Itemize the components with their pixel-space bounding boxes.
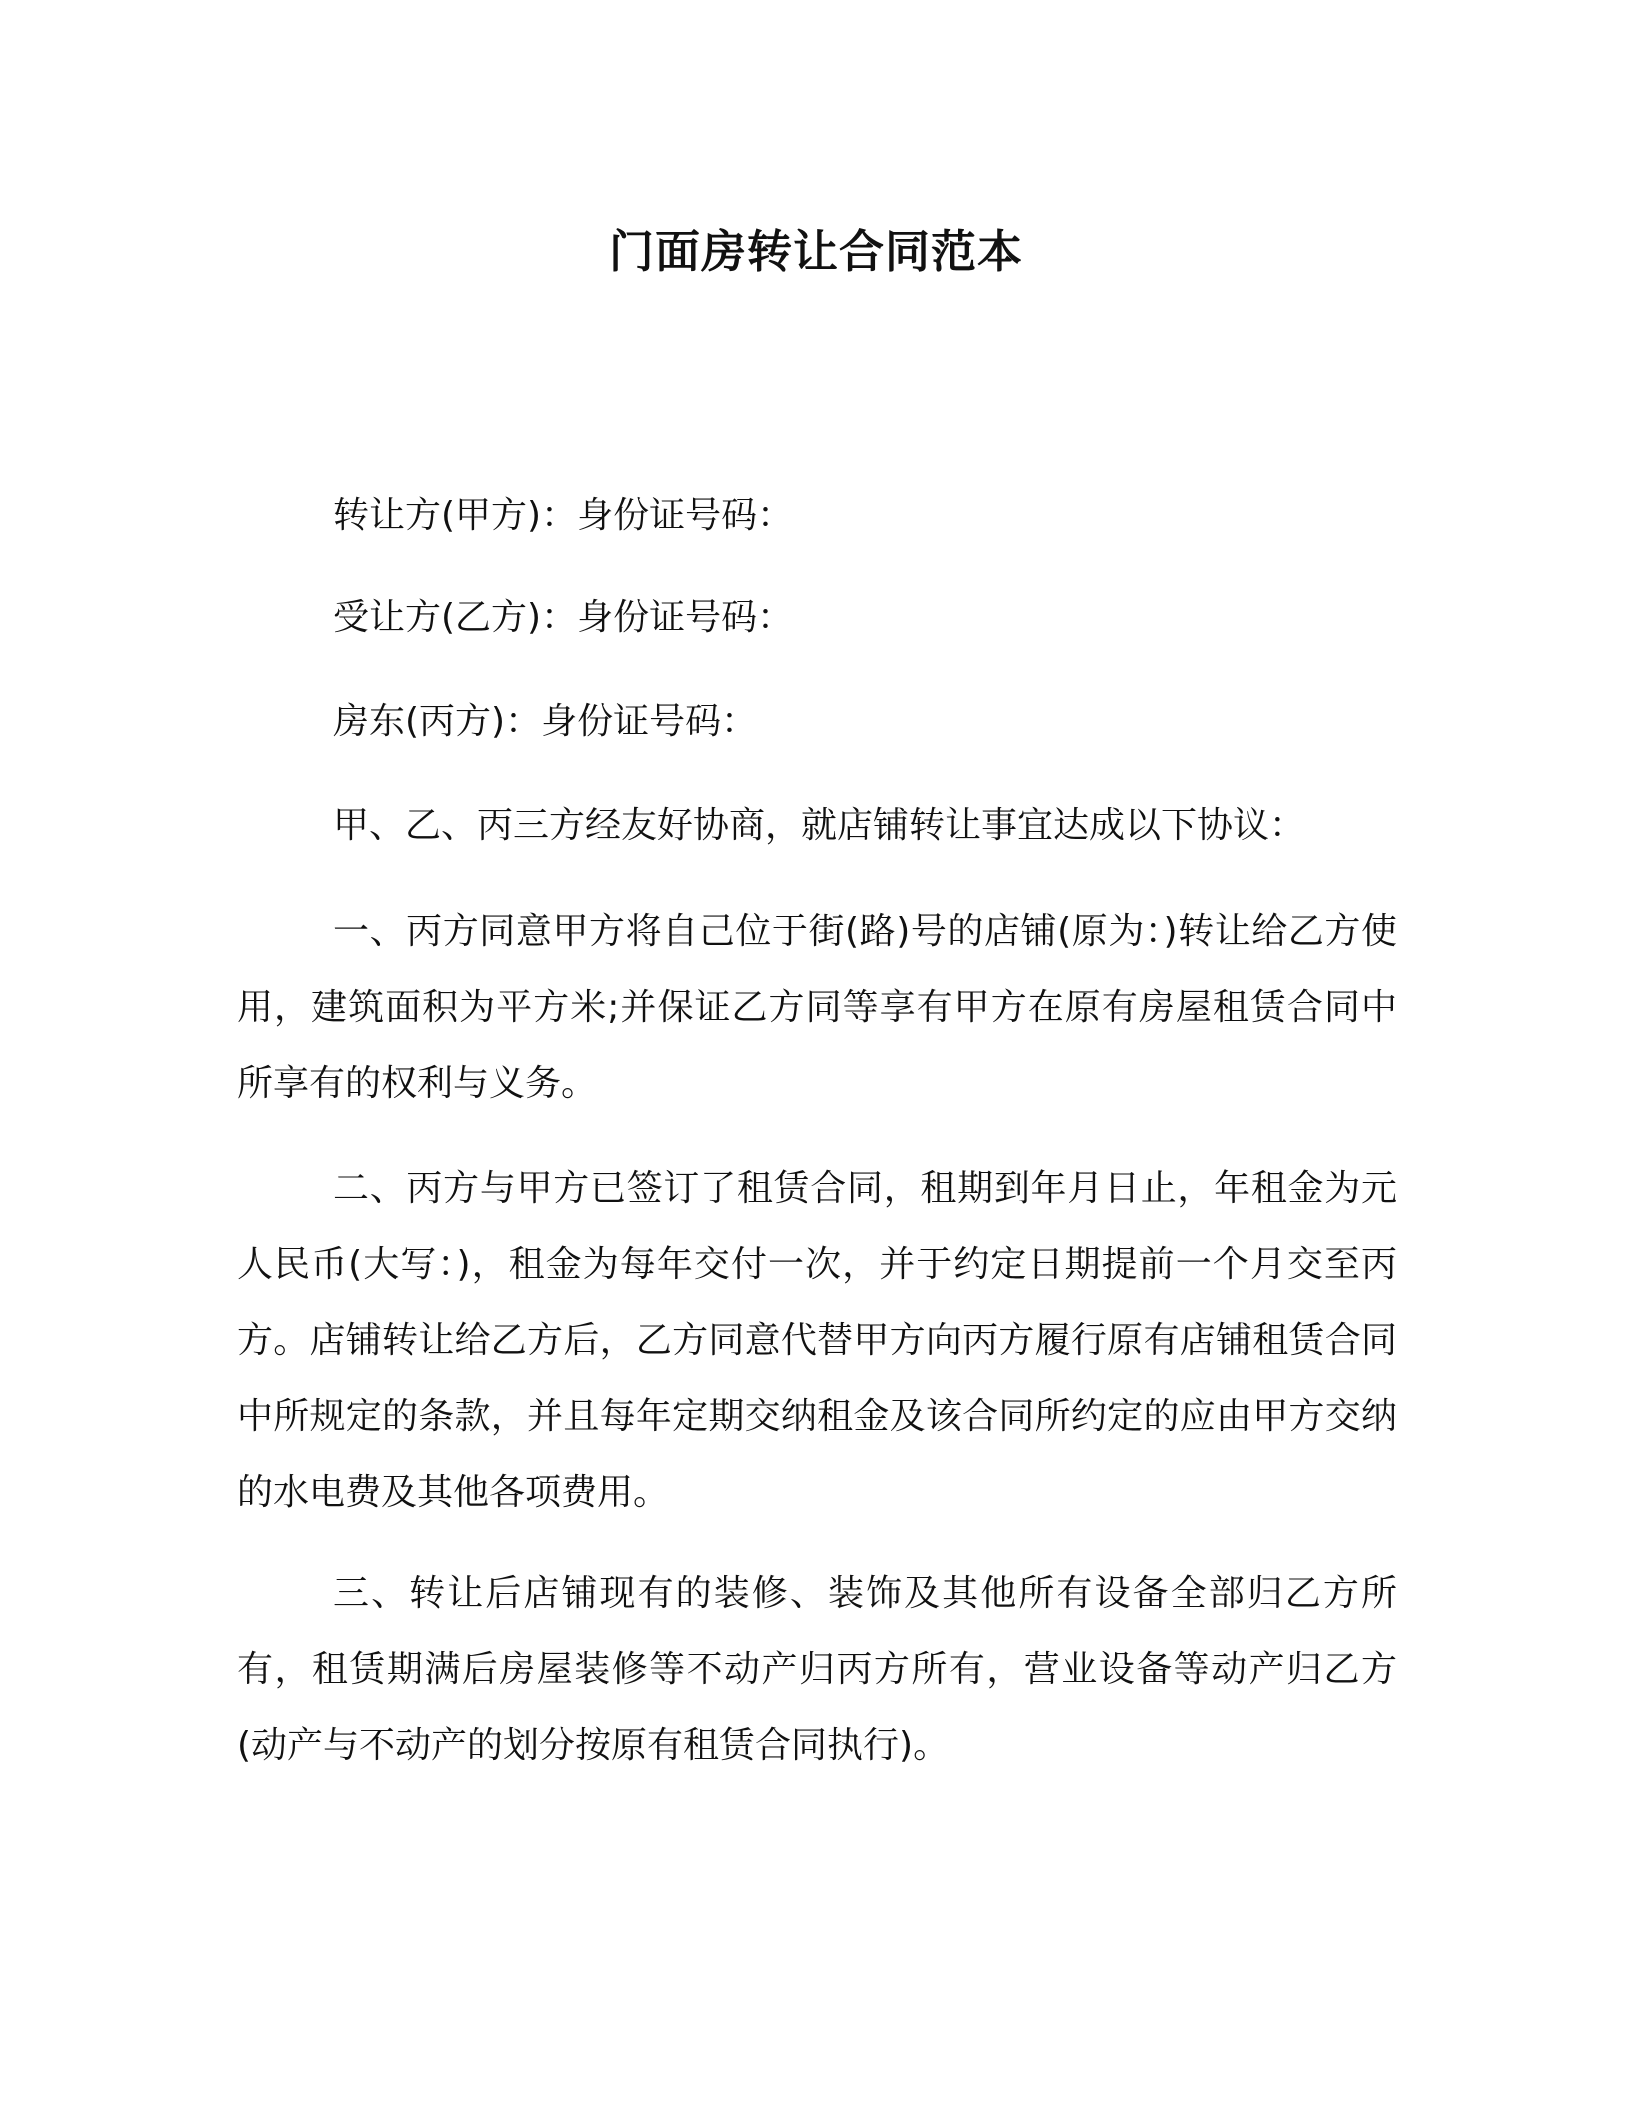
preamble-line: 甲、乙、丙三方经友好协商，就店铺转让事宜达成以下协议： <box>333 805 1306 846</box>
party-b-line: 受让方(乙方)：身份证号码： <box>333 597 794 638</box>
clause-2: 二、丙方与甲方已签订了租赁合同，租期到年月日止，年租金为元人民币(大写：)，租金为每年交付一次，并于约定日期提前一个月交至丙方。店铺转让给乙方后，乙方同意代替甲方向丙方履行原有店铺租赁合同中所规定的条款，并且每年定期交纳租金及该合同所约定的应由甲方交纳的水电费及其他各项费用。 <box>237 1168 1397 1513</box>
document-title: 门面房转让合同范本 <box>608 225 1023 278</box>
party-a-line: 转让方(甲方)：身份证号码： <box>333 495 794 536</box>
party-c-line: 房东(丙方)：身份证号码： <box>333 701 758 742</box>
clause-1: 一、丙方同意甲方将自己位于街(路)号的店铺(原为：)转让给乙方使用，建筑面积为平方米;并保证乙方同等享有甲方在原有房屋租赁合同中所享有的权利与义务。 <box>237 911 1397 1104</box>
clause-3: 三、转让后店铺现有的装修、装饰及其他所有设备全部归乙方所有，租赁期满后房屋装修等不动产归丙方所有，营业设备等动产归乙方(动产与不动产的划分按原有租赁合同执行)。 <box>237 1573 1397 1766</box>
